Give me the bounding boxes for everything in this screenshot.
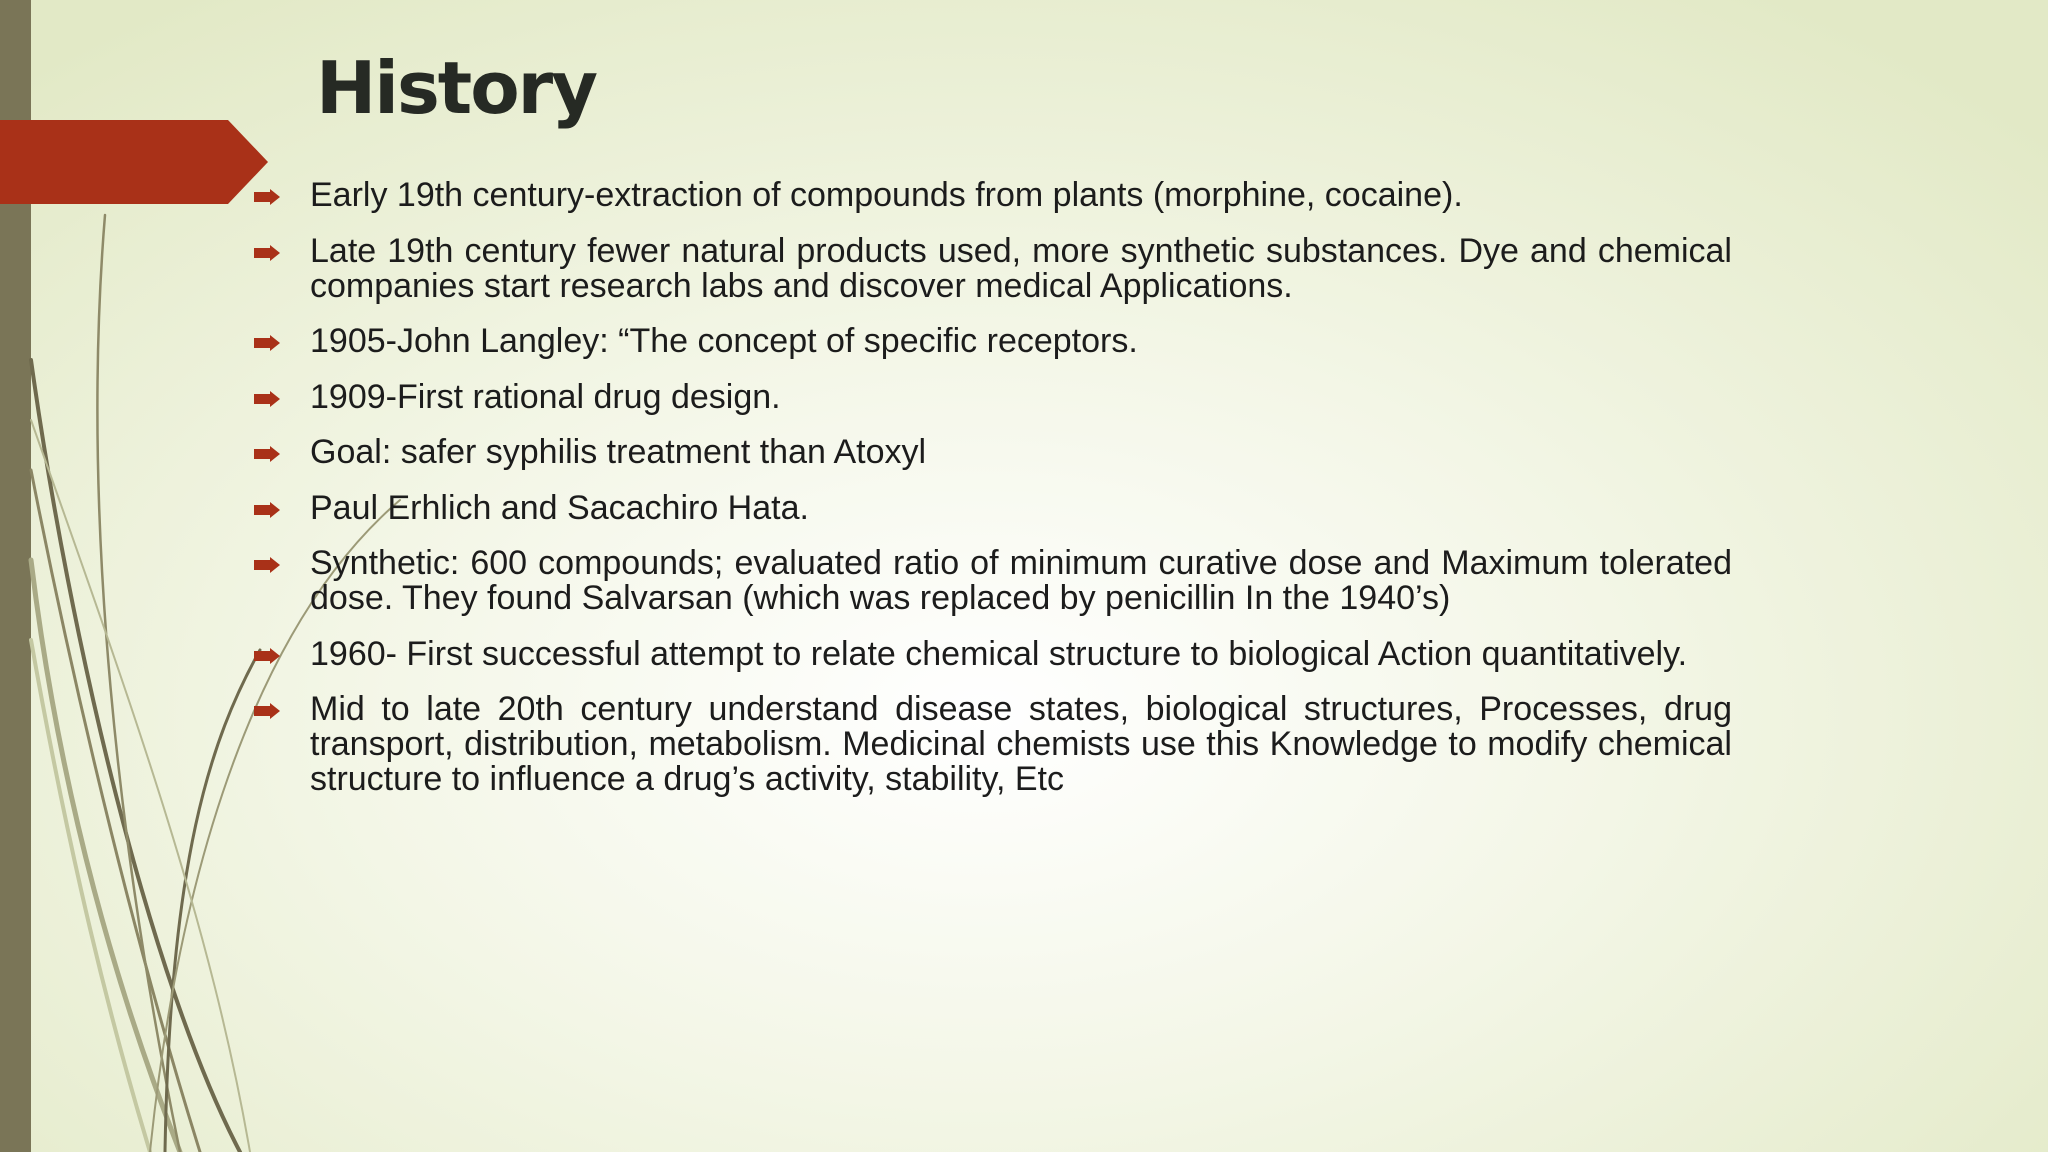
bullet-text: Goal: safer syphilis treatment than Atoxyl [310, 433, 927, 471]
bullet-text: Paul Erhlich and Sacachiro Hata. [310, 488, 809, 527]
bullet-item [254, 488, 1732, 527]
bullet-item [254, 546, 1732, 616]
bullet-item [254, 634, 1732, 673]
bullet-text: Late 19th century fewer natural products used, more synthetic substances. Dye and chemical companies start research labs and discover medical Applications. [310, 231, 1732, 305]
bullet-item [254, 435, 1732, 470]
bullet-text: 1905-John Langley: “The concept of specific receptors. [310, 322, 1138, 360]
bullet-item [254, 377, 1732, 416]
slide-title: History [316, 46, 597, 130]
bullet-item [254, 692, 1732, 797]
arrow-right-icon [254, 446, 280, 462]
bullet-item [254, 178, 1732, 213]
bullet-text: 1909-First rational drug design. [310, 377, 781, 416]
bullet-text: Early 19th century-extraction of compounds from plants (morphine, cocaine). [310, 176, 1463, 214]
arrow-right-icon [254, 557, 280, 573]
arrow-right-icon [254, 245, 280, 261]
arrow-right-icon [254, 189, 280, 205]
accent-arrow-banner [0, 120, 268, 204]
arrow-right-icon [254, 391, 280, 407]
arrow-right-icon [254, 703, 280, 719]
bullet-text: Mid to late 20th century understand disease states, biological structures, Processes, drug transport, distribution, metabolism. Medicinal chemists use this Knowledge to modify chemical structure to influence a drug’s activity, stability, Etc [310, 690, 1732, 798]
arrow-right-icon [254, 335, 280, 351]
bullet-text: 1960- First successful attempt to relate chemical structure to biological Action quantitatively. [310, 634, 1688, 673]
arrow-right-icon [254, 502, 280, 518]
bullet-list [254, 178, 1732, 818]
bullet-item [254, 231, 1732, 305]
bullet-text: Synthetic: 600 compounds; evaluated ratio of minimum curative dose and Maximum tolerated dose. They found Salvarsan (which was replaced by penicillin In the 1940’s) [310, 544, 1732, 617]
arrow-right-icon [254, 648, 280, 664]
bullet-item [254, 324, 1732, 359]
